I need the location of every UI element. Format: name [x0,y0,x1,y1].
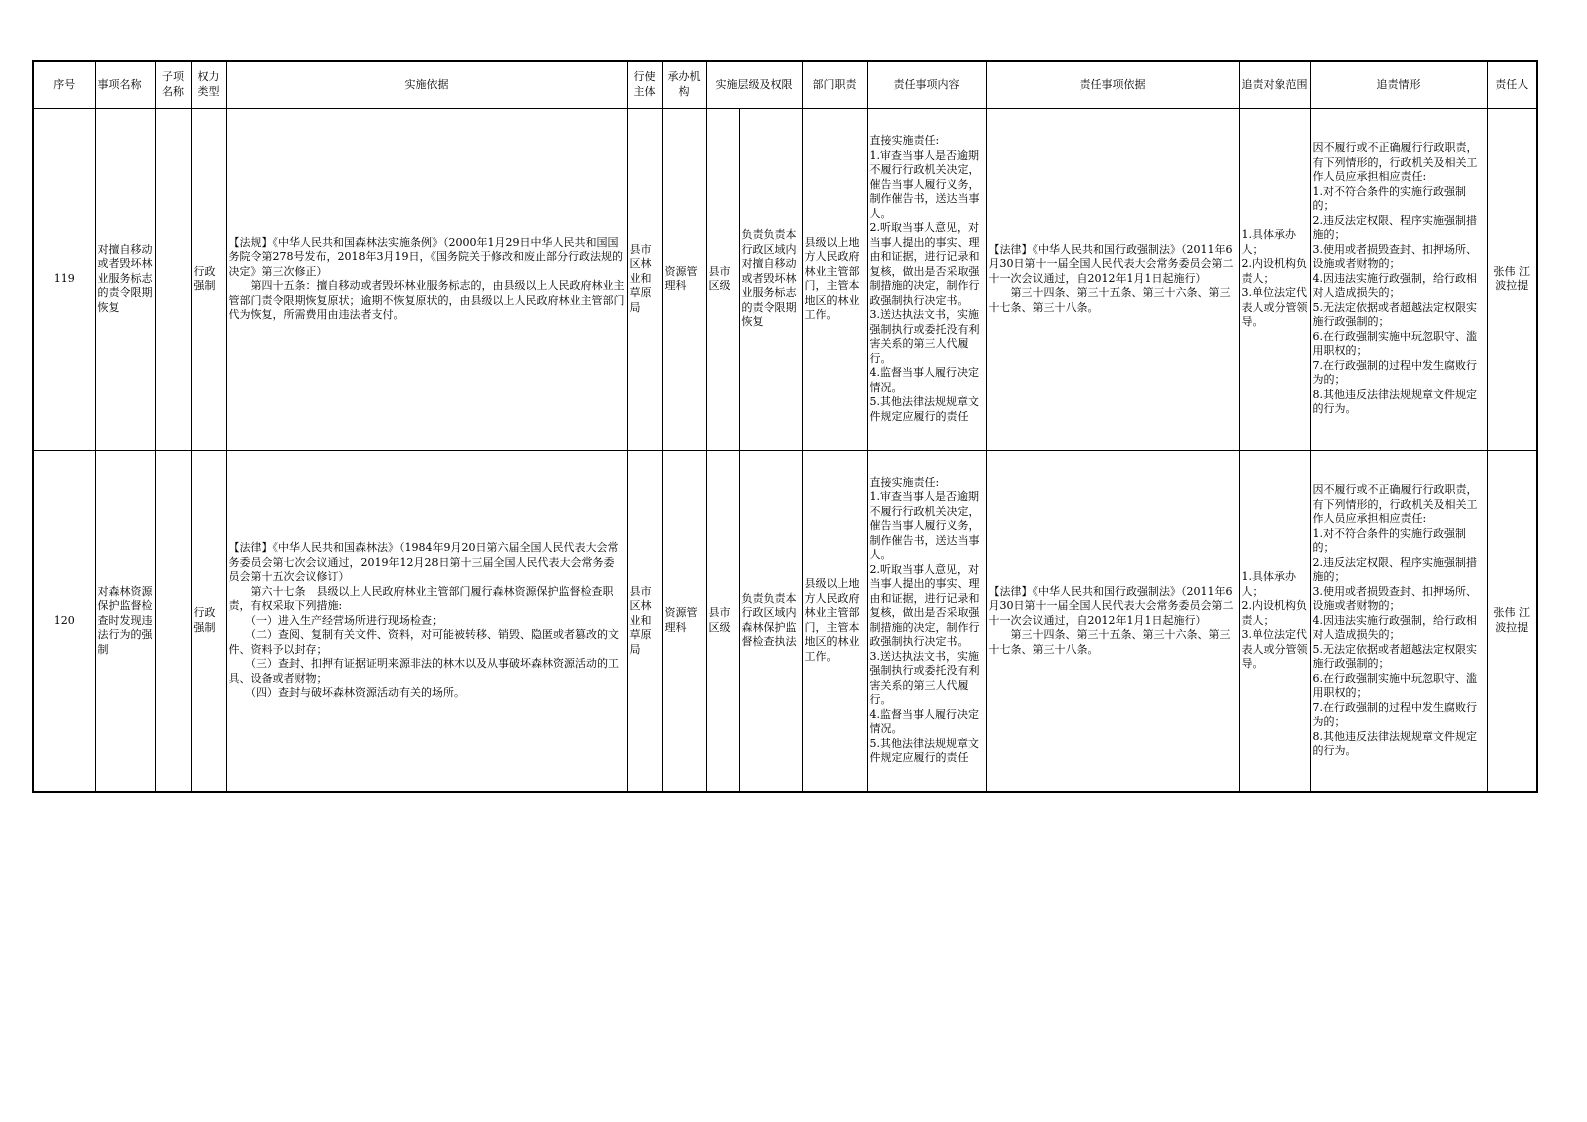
cell-person: 张伟 江波拉提 [1487,108,1537,450]
responsibility-table [32,60,1538,793]
cell-resp-content: 直接实施责任: 1.审查当事人是否逾期不履行行政机关决定，催告当事人履行义务，制作催告书，送达当事人。 2.听取当事人意见，对当事人提出的事实、理由和证据，进行记录和复核，做出是否采取强制措施的决定，制作行政强制执行决定书。 3.送达执法文书，实施强制执行或委托没有利害关系的第三人代履行。 4.监督当事人履行决定情况。 5.其他法律法规规章文件规定应履行的责任 [867,108,986,450]
cell-subject: 县市区林业和草原局 [627,450,662,792]
header-situation: 追责情形 [1310,61,1487,108]
cell-duty: 县级以上地方人民政府林业主管部门，主管本地区的林业工作。 [802,450,867,792]
cell-scope: 1.具体承办人； 2.内设机构负责人； 3.单位法定代表人或分管领导。 [1239,450,1310,792]
cell-scope: 1.具体承办人； 2.内设机构负责人； 3.单位法定代表人或分管领导。 [1239,108,1310,450]
cell-sub-name [155,108,191,450]
header-item-name: 事项名称 [95,61,155,108]
cell-resp-basis: 【法律】《中华人民共和国行政强制法》（2011年6月30日第十一届全国人民代表大会常务委员会第二十一次会议通过，自2012年1月1日起施行） 第三十四条、第三十五条、第三十六条、第三十七条、第三十八条。 [986,108,1239,450]
cell-basis: 【法律】《中华人民共和国森林法》（1984年9月20日第六届全国人民代表大会常务委员会第七次会议通过，2019年12月28日第十三届全国人民代表大会常务委员会第十五次会议修订） 第六十七条 县级以上人民政府林业主管部门履行森林资源保护监督检查职责，有权采取下列措施: （一）进入生产经营场所进行现场检查； （二）查阅、复制有关文件、资料，对可能被转移、销毁、隐匿或者篡改的文件、资料予以封存； （三）查封、扣押有证据证明来源非法的林木以及从事破坏森林资源活动的工具、设备或者财物； （四）查封与破坏森林资源活动有关的场所。 [226,450,627,792]
cell-item-name: 对森林资源保护监督检查时发现违法行为的强制 [95,450,155,792]
header-seq: 序号 [33,61,95,108]
cell-situation: 因不履行或不正确履行行政职责，有下列情形的，行政机关及相关工作人员应承担相应责任: 1.对不符合条件的实施行政强制的； 2.违反法定权限、程序实施强制措施的； 3.使用或者损毁查封、扣押场所、设施或者财物的； 4.因违法实施行政强制，给行政相对人造成损失的； 5.无法定依据或者超越法定权限实施行政强制的； 6.在行政强制实施中玩忽职守、滥用职权的； 7.在行政强制的过程中发生腐败行为的； 8.其他违反法律法规规章文件规定的行为。 [1310,108,1487,450]
cell-item-name: 对擅自移动或者毁坏林业服务标志的责令限期恢复 [95,108,155,450]
header-organ: 承办机构 [662,61,706,108]
cell-level: 县市区级 [706,450,739,792]
cell-power-type: 行政强制 [191,108,226,450]
header-basis: 实施依据 [226,61,627,108]
header-person: 责任人 [1487,61,1537,108]
cell-subject: 县市区林业和草原局 [627,108,662,450]
cell-power-type: 行政强制 [191,450,226,792]
cell-organ: 资源管理科 [662,108,706,450]
header-resp-content: 责任事项内容 [867,61,986,108]
cell-authority: 负责负责本行政区域内对擅自移动或者毁坏林业服务标志的责令限期恢复 [739,108,802,450]
cell-person: 张伟 江波拉提 [1487,450,1537,792]
header-sub-name: 子项名称 [155,61,191,108]
header-resp-basis: 责任事项依据 [986,61,1239,108]
header-row [33,61,1537,108]
cell-seq: 119 [33,108,95,450]
header-subject: 行使主体 [627,61,662,108]
header-scope: 追责对象范围 [1239,61,1310,108]
cell-authority: 负责负责本行政区域内森林保护监督检查执法 [739,450,802,792]
cell-sub-name [155,450,191,792]
header-duty: 部门职责 [802,61,867,108]
cell-duty: 县级以上地方人民政府林业主管部门，主管本地区的林业工作。 [802,108,867,450]
table-row [33,450,1537,792]
cell-basis: 【法规】《中华人民共和国森林法实施条例》（2000年1月29日中华人民共和国国务院令第278号发布，2018年3月19日，《国务院关于修改和废止部分行政法规的决定》第三次修正） 第四十五条：擅自移动或者毁坏林业服务标志的，由县级以上人民政府林业主管部门责令限期恢复原状；逾期不恢复原状的，由县级以上人民政府林业主管部门代为恢复，所需费用由违法者支付。 [226,108,627,450]
cell-resp-content: 直接实施责任: 1.审查当事人是否逾期不履行行政机关决定，催告当事人履行义务，制作催告书，送达当事人。 2.听取当事人意见，对当事人提出的事实、理由和证据，进行记录和复核，做出是否采取强制措施的决定，制作行政强制执行决定书。 3.送达执法文书，实施强制执行或委托没有利害关系的第三人代履行。 4.监督当事人履行决定情况。 5.其他法律法规规章文件规定应履行的责任 [867,450,986,792]
header-level: 实施层级及权限 [706,61,802,108]
table-row [33,108,1537,450]
cell-organ: 资源管理科 [662,450,706,792]
cell-level: 县市区级 [706,108,739,450]
cell-seq: 120 [33,450,95,792]
cell-situation: 因不履行或不正确履行行政职责，有下列情形的，行政机关及相关工作人员应承担相应责任: 1.对不符合条件的实施行政强制的； 2.违反法定权限、程序实施强制措施的； 3.使用或者损毁查封、扣押场所、设施或者财物的； 4.因违法实施行政强制，给行政相对人造成损失的； 5.无法定依据或者超越法定权限实施行政强制的； 6.在行政强制实施中玩忽职守、滥用职权的； 7.在行政强制的过程中发生腐败行为的； 8.其他违反法律法规规章文件规定的行为。 [1310,450,1487,792]
cell-resp-basis: 【法律】《中华人民共和国行政强制法》（2011年6月30日第十一届全国人民代表大会常务委员会第二十一次会议通过，自2012年1月1日起施行） 第三十四条、第三十五条、第三十六条、第三十七条、第三十八条。 [986,450,1239,792]
header-power-type: 权力类型 [191,61,226,108]
